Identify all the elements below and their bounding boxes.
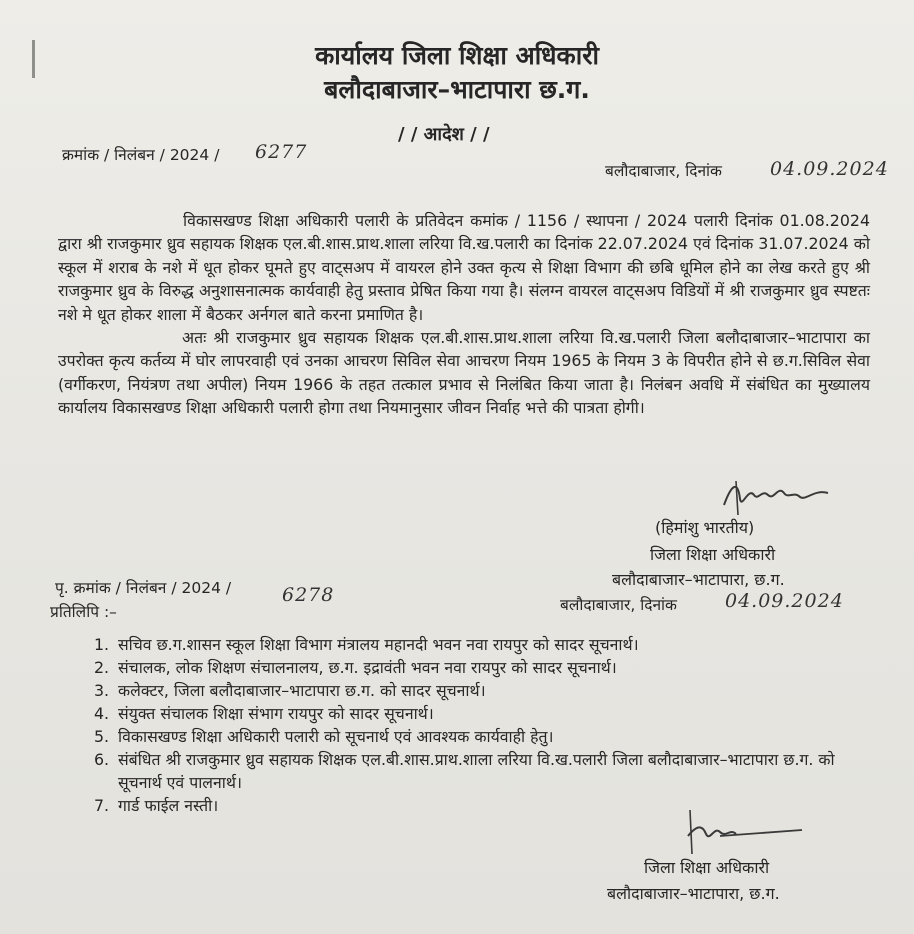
recipient-item: 5. विकासखण्ड शिक्षा अधिकारी पलारी को सूचनार्थ एवं आवश्यक कार्यवाही हेतु।	[94, 727, 554, 746]
signatory-designation: जिला शिक्षा अधिकारी	[650, 545, 776, 564]
recipient-item: 1. सचिव छ.ग.शासन स्कूल शिक्षा विभाग मंत्रालय महानदी भवन नवा रायपुर को सादर सूचनार्थ।	[94, 635, 639, 654]
recipient-item: 3. कलेक्टर, जिला बलौदाबाजार–भाटापारा छ.ग. को सादर सूचनार्थ।	[94, 681, 486, 700]
signature-mark	[718, 475, 838, 517]
order-date-label: बलौदाबाजार, दिनांक	[605, 162, 722, 180]
copy-date-label: बलौदाबाजार, दिनांक	[560, 596, 677, 614]
footer-signature-mark	[680, 806, 810, 858]
copy-date-handwritten: 04.09.2024	[725, 590, 844, 612]
copy-label: प्रतिलिपि :–	[50, 603, 117, 621]
signatory-location: बलौदाबाजार–भाटापारा, छ.ग.	[612, 570, 785, 589]
office-title: कार्यालय जिला शिक्षा अधिकारी	[315, 41, 599, 70]
order-body	[58, 209, 870, 420]
recipient-item: 4. संयुक्त संचालक शिक्षा संभाग रायपुर को सादर सूचनार्थ।	[94, 704, 434, 723]
order-number-handwritten: 6277	[255, 141, 308, 163]
body-paragraph-2: अतः श्री राजकुमार ध्रुव सहायक शिक्षक एल.बी.शास.प्राथ.शाला लरिया वि.ख.पलारी जिला बलौदाबाजार–भाटापारा का उपरोक्त कृत्य कर्तव्य में घोर लापरवाही एवं उनका आचरण सिविल सेवा आचरण नियम 1965 के नियम 3 के विपरीत होने से छ.ग.सिविल सेवा (वर्गीकरण, नियंत्रण तथा अपील) नियम 1966 के तहत तत्काल प्रभाव से निलंबित किया जाता है। निलंबन अवधि में संबंधित का मुख्यालय कार्यालय विकासखण्ड शिक्षा अधिकारी पलारी होगा तथा नियमानुसार जीवन निर्वाह भत्ते की पात्रता होगी।	[58, 328, 870, 418]
order-number-label: क्रमांक / निलंबन / 2024 /	[62, 146, 220, 164]
copy-ref-number-handwritten: 6278	[282, 584, 335, 606]
order-date-handwritten: 04.09.2024	[770, 158, 889, 180]
copy-ref-label: पृ. क्रमांक / निलंबन / 2024 /	[55, 579, 232, 597]
recipient-item: 7. गार्ड फाईल नस्ती।	[94, 795, 219, 815]
body-paragraph-1: विकासखण्ड शिक्षा अधिकारी पलारी के प्रतिवेदन कमांक / 1156 / स्थापना / 2024 पलारी दिनांक 01.08.2024 द्वारा श्री राजकुमार ध्रुव सहायक शिक्षक एल.बी.शास.प्राथ.शाला लरिया वि.ख.पलारी का दिनांक 22.07.2024 एवं दिनांक 31.07.2024 को स्कूल में शराब के नशे में धूत होकर घूमते हुए वाट्सअप में वायरल होने उक्त कृत्य से शिक्षा विभाग की छबि धूमिल होने का लेख करते हुए श्री राजकुमार ध्रुव के विरुद्ध अनुशासनात्मक कार्यवाही हेतु प्रस्ताव प्रेषित किया गया है। संलग्न वायरल वाट्सअप विडियों में श्री राजकुमार ध्रुव स्पष्टतः नशे मे धूत होकर शाला में बैठकर अर्नगल बाते करना प्रमाणित है।	[58, 211, 870, 324]
recipient-item: 6. संबंधित श्री राजकुमार ध्रुव सहायक शिक्षक एल.बी.शास.प्राथ.शाला लरिया वि.ख.पलारी जिला बलौदाबाजार–भाटापारा छ.ग. को सूचनार्थ एवं पालनार्थ।	[94, 750, 835, 792]
signatory-name: (हिमांशु भारतीय)	[655, 518, 755, 537]
recipient-item: 2. संचालक, लोक शिक्षण संचालनालय, छ.ग. इद्रावंती भवन नवा रायपुर को सादर सूचनार्थ।	[94, 658, 617, 677]
footer-location: बलौदाबाजार–भाटापारा, छ.ग.	[607, 884, 780, 903]
recipient-list	[94, 634, 864, 818]
office-location: बलौदाबाजार–भाटापारा छ.ग.	[324, 75, 590, 104]
order-heading: / / आदेश / /	[398, 124, 490, 145]
footer-designation: जिला शिक्षा अधिकारी	[644, 858, 770, 877]
